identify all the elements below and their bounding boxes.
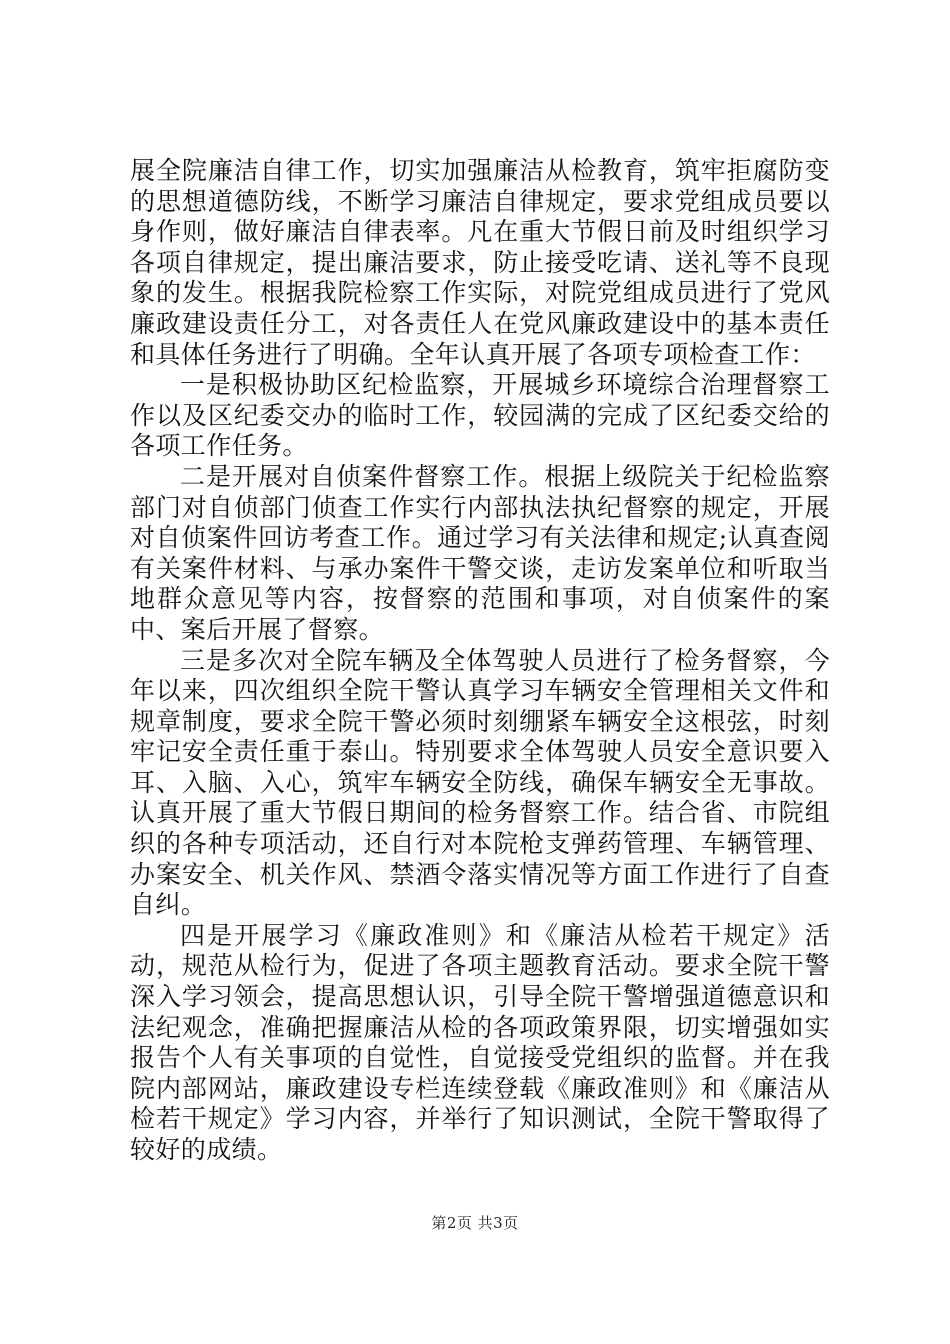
paragraph-item-four: 四是开展学习《廉政准则》和《廉洁从检若干规定》活动，规范从检行为，促进了各项主题教育活动。要求全院干警深入学习领会，提高思想认识，引导全院干警增强道德意识和法纪观念，准确把握廉洁从检的各项政策界限，切实增强如实报告个人有关事项的自觉性，自觉接受党组织的监督。并在我院内部网站，廉政建设专栏连续登载《廉政准则》和《廉洁从检若干规定》学习内容，并举行了知识测试，全院干警取得了较好的成绩。 <box>130 920 830 1164</box>
document-body <box>130 156 830 1166</box>
paragraph-continuation: 展全院廉洁自律工作，切实加强廉洁从检教育，筑牢拒腐防变的思想道德防线，不断学习廉洁自律规定，要求党组成员要以身作则，做好廉洁自律表率。凡在重大节假日前及时组织学习各项自律规定，提出廉洁要求，防止接受吃请、送礼等不良现象的发生。根据我院检察工作实际，对院党组成员进行了党风廉政建设责任分工，对各责任人在党风廉政建设中的基本责任和具体任务进行了明确。全年认真开展了各项专项检查工作： <box>130 156 830 369</box>
paragraph-item-one: 一是积极协助区纪检监察，开展城乡环境综合治理督察工作以及区纪委交办的临时工作，较园满的完成了区纪委交给的各项工作任务。 <box>130 370 830 461</box>
paragraph-item-three: 三是多次对全院车辆及全体驾驶人员进行了检务督察，今年以来，四次组织全院干警认真学习车辆安全管理相关文件和规章制度，要求全院干警必须时刻绷紧车辆安全这根弦，时刻牢记安全责任重于泰山。特别要求全体驾驶人员安全意识要入耳、入脑、入心，筑牢车辆安全防线，确保车辆安全无事故。认真开展了重大节假日期间的检务督察工作。结合省、市院组织的各种专项活动，还自行对本院枪支弹药管理、车辆管理、办案安全、机关作风、禁酒令落实情况等方面工作进行了自查自纠。 <box>130 645 830 920</box>
page-footer: 第2页 共3页 <box>431 1214 519 1232</box>
paragraph-item-two: 二是开展对自侦案件督察工作。根据上级院关于纪检监察部门对自侦部门侦查工作实行内部执法执纪督察的规定，开展对自侦案件回访考查工作。通过学习有关法律和规定;认真查阅有关案件材料、与承办案件干警交谈，走访发案单位和听取当地群众意见等内容，按督察的范围和事项，对自侦案件的案中、案后开展了督察。 <box>130 461 830 644</box>
